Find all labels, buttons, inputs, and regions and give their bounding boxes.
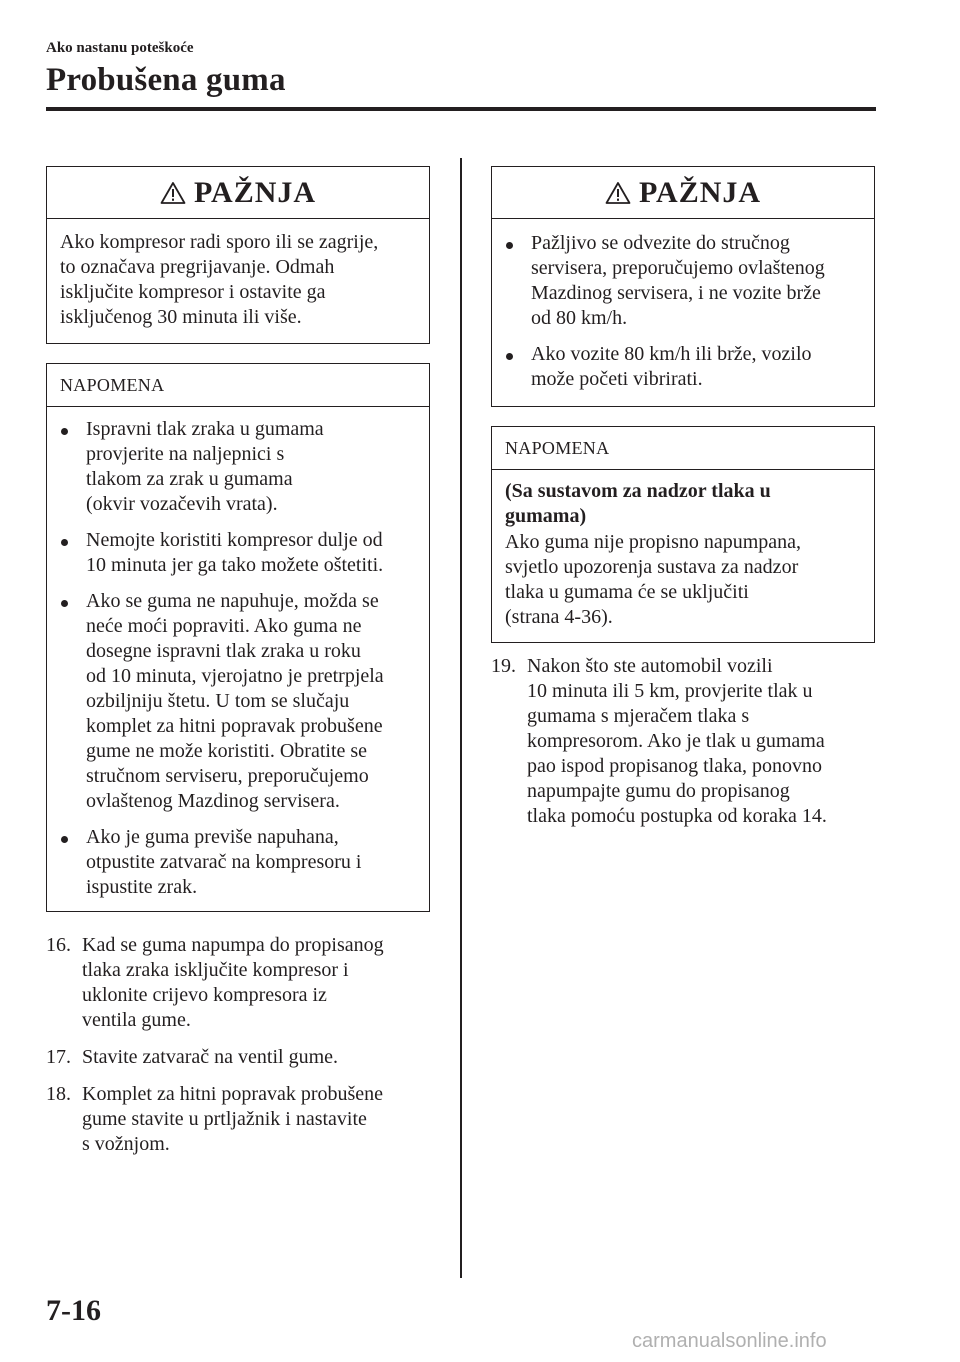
- caution-title: PAŽNJA: [193, 175, 317, 209]
- note-bullet-text: Ako je guma previše napuhana, otpustite zatvarač na kompresoru i ispustite zrak.: [86, 826, 362, 898]
- note-text: Ako guma nije propisno napumpana, svjetlo upozorenja sustava za nadzor tlaka u gumama će se uključiti (strana 4-36).: [505, 531, 802, 628]
- note-box-left: [46, 363, 430, 912]
- step-number: 17.: [46, 1046, 71, 1068]
- note-bullet-item: [60, 417, 417, 517]
- bullet-dot-icon: [61, 539, 68, 546]
- note-header: [47, 364, 429, 407]
- step-text: Komplet za hitni popravak probušene gume stavite u prtljažnik i nastavite s vožnjom.: [82, 1083, 384, 1155]
- note-body: [47, 407, 429, 911]
- caution-bullet-text: Ako vozite 80 km/h ili brže, vozilo može početi vibrirati.: [531, 343, 812, 390]
- note-bullet-item: [60, 825, 417, 900]
- bullet-dot-icon: [506, 353, 513, 360]
- bullet-dot-icon: [61, 428, 68, 435]
- note-title: NAPOMENA: [60, 374, 165, 395]
- bullet-dot-icon: [61, 600, 68, 607]
- step-text: Stavite zatvarač na ventil gume.: [82, 1046, 339, 1068]
- caution-bullet-text: Pažljivo se odvezite do stručnog servisera, preporučujemo ovlaštenog Mazdinog servisera, i ne vozite brže od 80 km/h.: [531, 232, 825, 329]
- caution-bullet-item: [505, 342, 862, 392]
- step-number: 18.: [46, 1083, 71, 1105]
- caution-title: PAŽNJA: [638, 175, 762, 209]
- step-item: [491, 654, 891, 829]
- step-number: 16.: [46, 934, 71, 956]
- caution-bullet-item: [505, 231, 862, 331]
- caution-header: [492, 167, 874, 219]
- warning-triangle-icon: [160, 181, 186, 205]
- bullet-dot-icon: [506, 242, 513, 249]
- step-text: Kad se guma napumpa do propisanog tlaka zraka isključite kompresor i uklonite crijevo kompresora iz ventila gume.: [82, 934, 384, 1031]
- caution-body: [47, 219, 429, 343]
- note-body: [492, 470, 874, 642]
- step-item: [46, 933, 446, 1033]
- caution-box-right: [491, 166, 875, 407]
- page-title: Probušena guma: [46, 62, 286, 98]
- title-rule: [46, 107, 876, 111]
- note-bullet-text: Ako se guma ne napuhuje, možda se neće moći popraviti. Ako guma ne dosegne ispravni tlak zraka u roku od 10 minuta, vjerojatno je pretrpjela ozbiljniju štetu. U tom se slučaju komplet za hitni popravak probušene gume ne može koristiti. Obratite se stručnom serviseru, preporučujemo ovlaštenog Mazdinog servisera.: [86, 590, 384, 812]
- step-number: 19.: [491, 655, 516, 677]
- note-box-right: [491, 426, 875, 643]
- step-item: [46, 1045, 446, 1070]
- page-number: 7-16: [46, 1294, 101, 1327]
- note-bullet-item: [60, 528, 417, 578]
- note-bullet-text: Nemojte koristiti kompresor dulje od 10 minuta jer ga tako možete oštetiti.: [86, 529, 384, 576]
- warning-triangle-icon: [605, 181, 631, 205]
- step-text: Nakon što ste automobil vozili 10 minuta ili 5 km, provjerite tlak u gumama s mjeračem tlaka s kompresorom. Ako je tlak u gumama pao ispod propisanog tlaka, ponovno napumpajte gumu do propisanog tlaka pomoću postupka od koraka 14.: [527, 655, 827, 827]
- bullet-dot-icon: [61, 836, 68, 843]
- breadcrumb: Ako nastanu poteškoće: [46, 40, 194, 56]
- step-item: [46, 1082, 446, 1157]
- note-bullet-item: [60, 589, 417, 814]
- caution-header: [47, 167, 429, 219]
- note-bullet-text: Ispravni tlak zraka u gumama provjerite na naljepnici s tlakom za zrak u gumama (okvir vozačevih vrata).: [86, 418, 324, 515]
- watermark: carmanualsonline.info: [632, 1330, 827, 1352]
- column-divider: [460, 158, 462, 1278]
- note-header: [492, 427, 874, 470]
- caution-box-left: [46, 166, 430, 344]
- caution-text: Ako kompresor radi sporo ili se zagrije, to označava pregrijavanje. Odmah isključite kompresor i ostavite ga isključenog 30 minuta ili više.: [60, 231, 379, 328]
- note-subheading: (Sa sustavom za nadzor tlaka u gumama): [505, 480, 771, 527]
- note-title: NAPOMENA: [505, 437, 610, 458]
- caution-body: [492, 219, 874, 406]
